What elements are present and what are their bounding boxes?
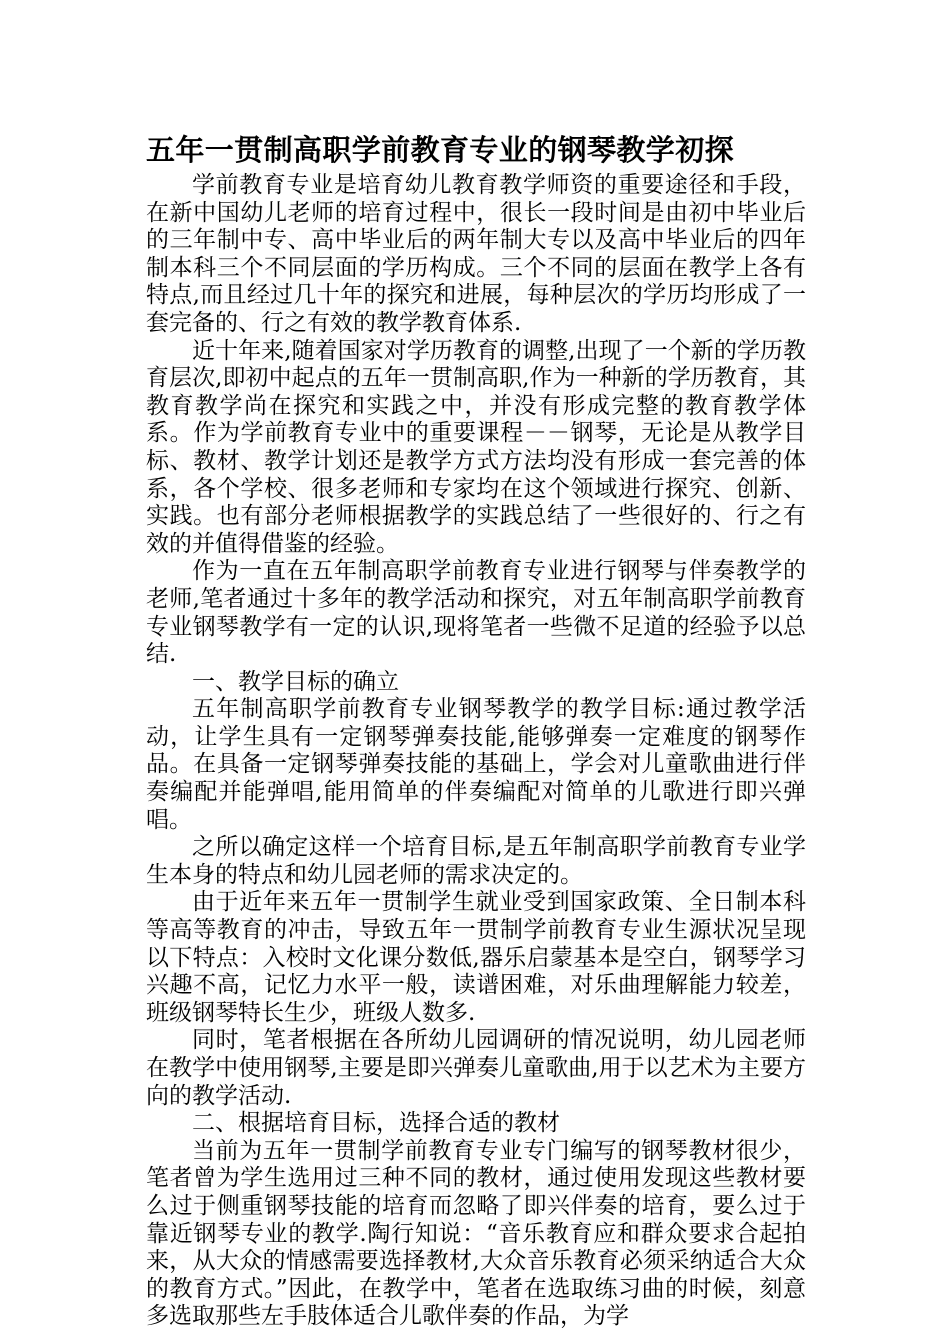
document-title: 五年一贯制高职学前教育专业的钢琴教学初探: [146, 133, 735, 167]
paragraph-section2-1: 当前为五年一贯制学前教育专业专门编写的钢琴教材很少，笔者曾为学生选用过三种不同的教材，通过使用发现这些教材要么过于侧重钢琴技能的培育而忽略了即兴伴奏的培育，要么过于靠近钢琴专业的教学.陶行知说：“音乐教育应和群众要求合起拍来，从大众的情感需要选择教材,大众音乐教育必须采纳适合大众的教育方式。”因此，在教学中，笔者在选取练习曲的时候，刻意多选取那些左手肢体适合儿歌伴奏的作品，为学: [146, 1137, 806, 1330]
paragraph-intro-2: 近十年来,随着国家对学历教育的调整,出现了一个新的学历教育层次,即初中起点的五年一贯制高职,作为一种新的学历教育，其教育教学尚在探究和实践之中，并没有形成完整的教育教学体系。作为学前教育专业中的重要课程－－钢琴，无论是从教学目标、教材、教学计划还是教学方式方法均没有形成一套完善的体系，各个学校、很多老师和专家均在这个领域进行探究、创新、实践。也有部分老师根据教学的实践总结了一些很好的、行之有效的并值得借鉴的经验。: [146, 337, 806, 557]
document-body: [146, 172, 806, 1331]
paragraph-section1-3: 由于近年来五年一贯制学生就业受到国家政策、全日制本科等高等教育的冲击，导致五年一贯制学前教育专业生源状况呈现以下特点：入校时文化课分数低,器乐启蒙基本是空白，钢琴学习兴趣不高，记忆力水平一般，读谱困难，对乐曲理解能力较差，班级钢琴特长生少，班级人数多.: [146, 889, 806, 1026]
paragraph-intro-1: 学前教育专业是培育幼儿教育教学师资的重要途径和手段，在新中国幼儿老师的培育过程中，很长一段时间是由初中毕业后的三年制中专、高中毕业后的两年制大专以及高中毕业后的四年制本科三个不同层面的学历构成。三个不同的层面在教学上各有特点,而且经过几十年的探究和进展，每种层次的学历均形成了一套完备的、行之有效的教学教育体系.: [146, 172, 806, 336]
section-heading-1: 一、教学目标的确立: [192, 668, 399, 695]
paragraph-section1-4: 同时，笔者根据在各所幼儿园调研的情况说明，幼儿园老师在教学中使用钢琴,主要是即兴弹奏儿童歌曲,用于以艺术为主要方向的教学活动.: [146, 1027, 806, 1109]
paragraph-section1-1: 五年制高职学前教育专业钢琴教学的教学目标:通过教学活动，让学生具有一定钢琴弹奏技能,能够弹奏一定难度的钢琴作品。在具备一定钢琴弹奏技能的基础上，学会对儿童歌曲进行伴奏编配并能弹唱,能用简单的伴奏编配对简单的儿歌进行即兴弹唱。: [146, 696, 806, 833]
paragraph-section1-2: 之所以确定这样一个培育目标,是五年制高职学前教育专业学生本身的特点和幼儿园老师的需求决定的。: [146, 834, 806, 888]
section-heading-2: 二、根据培育目标，选择合适的教材: [192, 1110, 560, 1137]
document-page: [146, 132, 806, 1331]
paragraph-intro-3: 作为一直在五年制高职学前教育专业进行钢琴与伴奏教学的老师,笔者通过十多年的教学活动和探究，对五年制高职学前教育专业钢琴教学有一定的认识,现将笔者一些微不足道的经验予以总结.: [146, 558, 806, 668]
